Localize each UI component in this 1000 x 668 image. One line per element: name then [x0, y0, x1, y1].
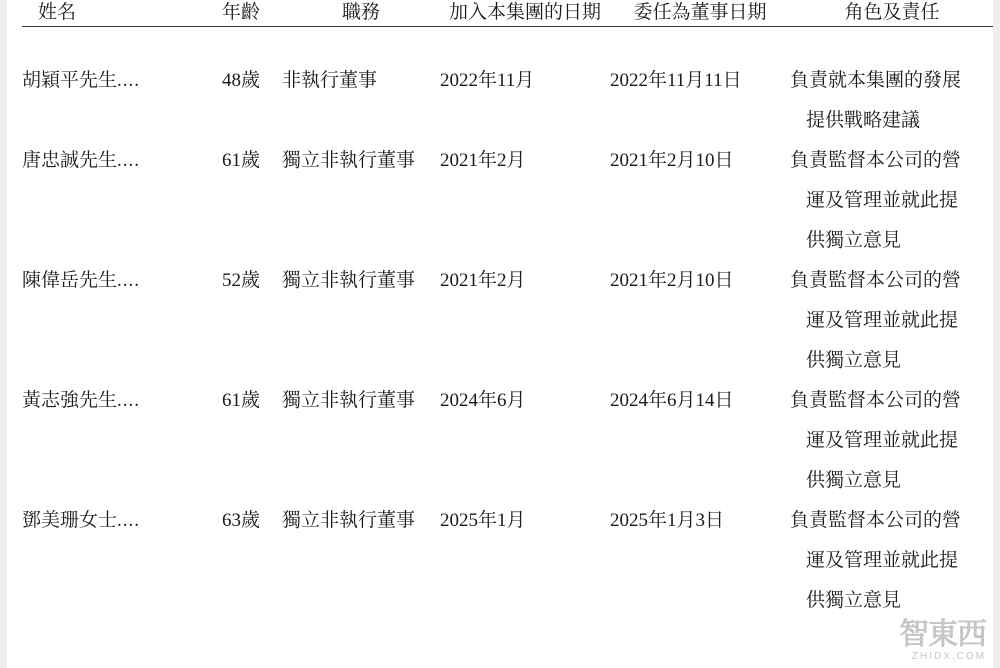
- column-header-name: 姓名: [22, 0, 200, 27]
- column-header-title: 職務: [282, 0, 440, 27]
- name-leader-dots: ....: [117, 70, 141, 91]
- name-leader-dots: ....: [117, 510, 141, 531]
- role-line: 運及管理並就此提: [806, 190, 959, 211]
- watermark: [899, 620, 986, 662]
- name-leader-dots: ....: [117, 270, 141, 291]
- director-name: 鄧美珊女士: [22, 510, 118, 531]
- cell-age: 61歲: [221, 390, 260, 411]
- cell-age: 63歲: [221, 510, 260, 531]
- cell-role: [790, 27, 994, 142]
- cell-name: [22, 381, 200, 501]
- watermark-subtext: ZHIDX.COM: [911, 651, 986, 662]
- cell-name: [22, 27, 200, 142]
- table-row: [22, 261, 994, 381]
- role-line: 運及管理並就此提: [806, 430, 959, 451]
- cell-appointment-date: 2024年6月14日: [610, 390, 734, 411]
- directors-table: [22, 0, 994, 621]
- director-name: 黃志強先生: [22, 390, 118, 411]
- watermark-text: 智東西: [899, 618, 986, 651]
- table-row: [22, 27, 994, 142]
- cell-role: [790, 141, 994, 261]
- cell-title: 非執行董事: [282, 70, 378, 91]
- table-header-row: [22, 0, 994, 27]
- cell-join-date: 2024年6月: [440, 390, 526, 411]
- column-header-age: 年齡: [200, 0, 282, 27]
- cell-role: [790, 381, 994, 501]
- table-body: [22, 27, 994, 622]
- role-line: 負責監督本公司的營: [790, 510, 962, 531]
- director-name: 陳偉岳先生: [22, 270, 118, 291]
- cell-role: [790, 261, 994, 381]
- role-line: 運及管理並就此提: [806, 310, 959, 331]
- cell-name: [22, 141, 200, 261]
- role-line: 負責監督本公司的營: [790, 270, 962, 291]
- cell-role: [790, 501, 994, 621]
- page-left-edge: [0, 0, 7, 668]
- cell-appointment-date: 2021年2月10日: [610, 150, 734, 171]
- name-leader-dots: ....: [117, 390, 141, 411]
- cell-appointment-date: 2025年1月3日: [610, 510, 725, 531]
- role-line: 運及管理並就此提: [806, 550, 959, 571]
- cell-title: 獨立非執行董事: [282, 510, 416, 531]
- cell-appointment-date: 2021年2月10日: [610, 270, 734, 291]
- column-header-join-date: 加入本集團的日期: [440, 0, 610, 27]
- column-header-role: 角色及責任: [790, 0, 994, 27]
- cell-age: 52歲: [221, 270, 260, 291]
- name-leader-dots: ....: [117, 150, 141, 171]
- cell-join-date: 2025年1月: [440, 510, 526, 531]
- table-row: [22, 141, 994, 261]
- director-name: 胡穎平先生: [22, 70, 118, 91]
- role-line: 負責監督本公司的營: [790, 150, 962, 171]
- cell-title: 獨立非執行董事: [282, 270, 416, 291]
- role-line: 供獨立意見: [806, 470, 902, 491]
- cell-appointment-date: 2022年11月11日: [610, 70, 742, 91]
- cell-name: [22, 501, 200, 621]
- role-line: 供獨立意見: [806, 230, 902, 251]
- cell-title: 獨立非執行董事: [282, 150, 416, 171]
- role-line: 供獨立意見: [806, 590, 902, 611]
- role-line: 負責就本集團的發展: [790, 70, 962, 91]
- table-row: [22, 381, 994, 501]
- cell-join-date: 2021年2月: [440, 150, 526, 171]
- role-line: 提供戰略建議: [806, 110, 921, 131]
- cell-age: 48歲: [221, 70, 260, 91]
- table-row: [22, 501, 994, 621]
- cell-title: 獨立非執行董事: [282, 390, 416, 411]
- director-name: 唐忠誠先生: [22, 150, 118, 171]
- cell-name: [22, 261, 200, 381]
- column-header-appointment-date: 委任為董事日期: [610, 0, 790, 27]
- cell-age: 61歲: [221, 150, 260, 171]
- cell-join-date: 2022年11月: [440, 70, 535, 91]
- table-header: [22, 0, 994, 27]
- page-right-edge: [993, 0, 1000, 668]
- role-line: 供獨立意見: [806, 350, 902, 371]
- role-line: 負責監督本公司的營: [790, 390, 962, 411]
- cell-join-date: 2021年2月: [440, 270, 526, 291]
